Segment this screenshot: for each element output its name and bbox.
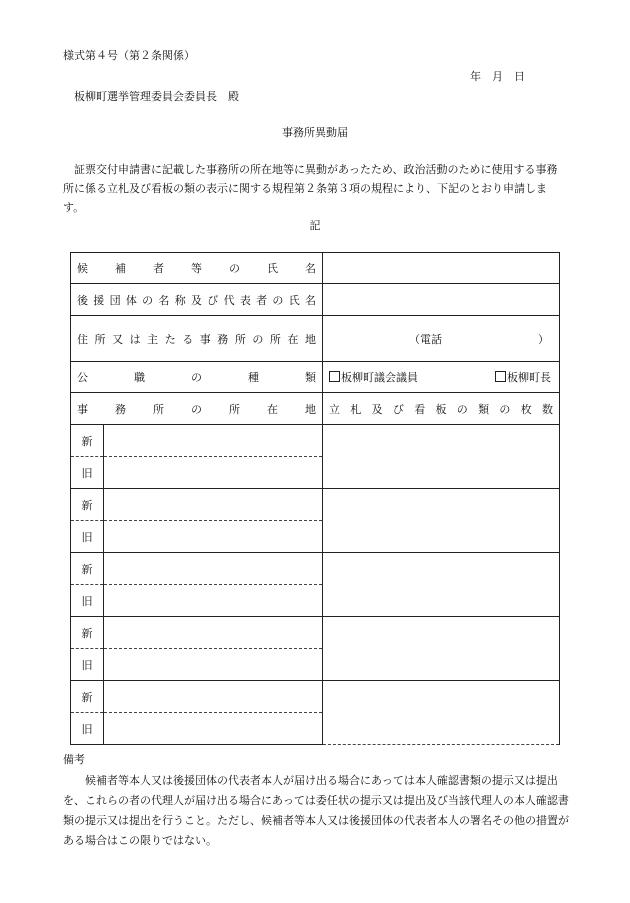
field-new-location[interactable] bbox=[104, 681, 323, 713]
remarks-label: 備考 bbox=[63, 753, 85, 766]
field-sign-count[interactable] bbox=[323, 489, 560, 553]
addressee: 板柳町選挙管理委員会委員長 殿 bbox=[74, 90, 239, 103]
field-candidate-name[interactable] bbox=[323, 253, 560, 284]
field-office-type bbox=[323, 362, 560, 393]
mark-old: 旧 bbox=[71, 649, 104, 681]
checkbox-icon[interactable] bbox=[495, 371, 506, 382]
option-town-mayor-label: 板柳町長 bbox=[507, 371, 551, 384]
mark-new: 新 bbox=[71, 425, 104, 457]
body-text: 証票交付申請書に記載した事務所の所在地等に異動があったため、政治活動のために使用する事務所に係る立札及び看板の類の表示に関する規程第２条第３項の規程により、下記のとおり申請します。 bbox=[63, 163, 558, 214]
mark-old: 旧 bbox=[71, 585, 104, 617]
mark-new: 新 bbox=[71, 489, 104, 521]
entry-new-row bbox=[71, 489, 560, 521]
mark-new: 新 bbox=[71, 681, 104, 713]
field-sign-count[interactable] bbox=[323, 681, 560, 745]
document-title: 事務所異動届 bbox=[282, 126, 348, 139]
date-line: 年 月 日 bbox=[470, 70, 525, 83]
entry-new-row bbox=[71, 553, 560, 585]
label-support-group: 後援団体の名称及び代表者の氏名 bbox=[71, 284, 323, 316]
field-support-group[interactable] bbox=[323, 284, 560, 316]
mark-new: 新 bbox=[71, 553, 104, 585]
field-address[interactable] bbox=[323, 316, 560, 362]
label-address: 住所又は主たる事務所の所在地 bbox=[71, 316, 323, 362]
label-candidate-name: 候補者等の氏名 bbox=[71, 253, 323, 284]
field-old-location[interactable] bbox=[104, 713, 323, 745]
phone-suffix: ） bbox=[538, 332, 549, 346]
field-old-location[interactable] bbox=[104, 585, 323, 617]
field-old-location[interactable] bbox=[104, 521, 323, 553]
row-office-type bbox=[71, 362, 560, 393]
field-new-location[interactable] bbox=[104, 489, 323, 521]
entry-new-row bbox=[71, 681, 560, 713]
mark-new: 新 bbox=[71, 617, 104, 649]
phone-prefix: （電話 bbox=[409, 332, 442, 346]
field-new-location[interactable] bbox=[104, 617, 323, 649]
field-new-location[interactable] bbox=[104, 425, 323, 457]
option-town-council-label: 板柳町議会議員 bbox=[341, 371, 418, 384]
row-section-header bbox=[71, 393, 560, 425]
label-office-location: 事務所の所在地 bbox=[71, 393, 323, 425]
label-sign-count: 立札及び看板の類の枚数 bbox=[323, 393, 560, 425]
field-old-location[interactable] bbox=[104, 649, 323, 681]
field-new-location[interactable] bbox=[104, 553, 323, 585]
row-candidate-name bbox=[71, 253, 560, 284]
remarks-text: 候補者等本人又は後援団体の代表者本人が届け出る場合にあっては本人確認書類の提示又は提出を、これらの者の代理人が届け出る場合にあっては委任状の提示又は提出及び当該代理人の本人確認書類の提示又は提出を行うこと。ただし、候補者等本人又は後援団体の代表者本人の署名その他の措置がある場合はこの限りではない。 bbox=[63, 774, 569, 847]
mark-old: 旧 bbox=[71, 713, 104, 745]
mark-old: 旧 bbox=[71, 457, 104, 489]
field-sign-count[interactable] bbox=[323, 425, 560, 489]
label-office-type: 公職の種類 bbox=[71, 362, 323, 393]
field-sign-count[interactable] bbox=[323, 553, 560, 617]
row-support-group bbox=[71, 284, 560, 316]
option-town-council[interactable] bbox=[329, 369, 418, 385]
mark-old: 旧 bbox=[71, 521, 104, 553]
row-address bbox=[71, 316, 560, 362]
office-change-form-table bbox=[70, 252, 560, 745]
form-number: 様式第４号（第２条関係） bbox=[63, 49, 195, 62]
checkbox-icon[interactable] bbox=[329, 371, 340, 382]
field-sign-count[interactable] bbox=[323, 617, 560, 681]
phone-line bbox=[329, 331, 553, 347]
option-town-mayor[interactable] bbox=[495, 369, 551, 385]
entry-new-row bbox=[71, 425, 560, 457]
entry-new-row bbox=[71, 617, 560, 649]
ki-heading: 記 bbox=[309, 219, 321, 232]
field-old-location[interactable] bbox=[104, 457, 323, 489]
